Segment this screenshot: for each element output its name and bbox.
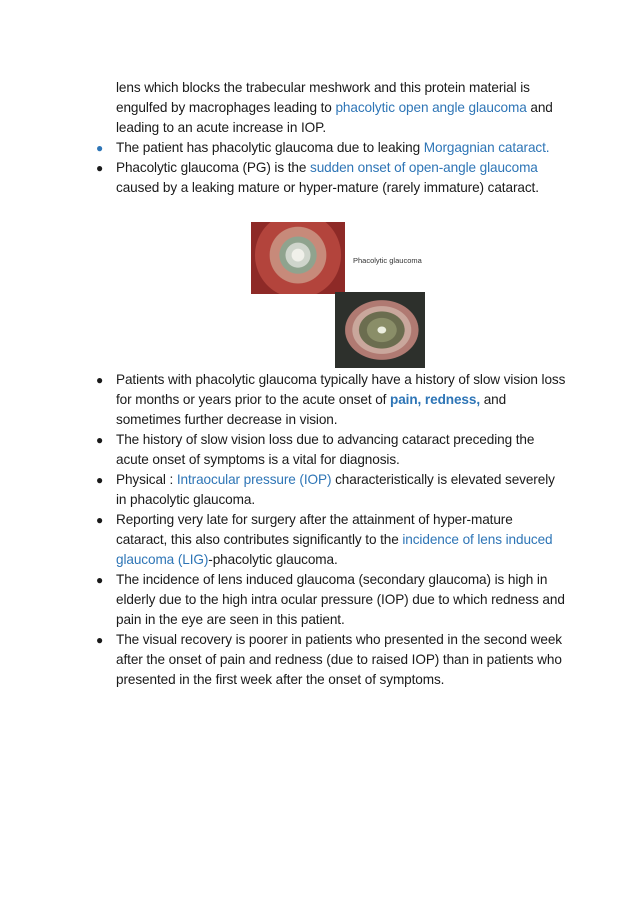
bullet-text: The visual recovery is poorer in patients who presented in the second week after the onset of pain and redness (due to raised IOP) than in patients who presented in the first week after the onset of symptoms.: [116, 632, 562, 687]
figure-caption: Phacolytic glaucoma: [353, 256, 422, 265]
bullet-text: characteristically is elevated severely in phacolytic glaucoma.: [116, 472, 555, 507]
highlight-text: phacolytic open angle glaucoma: [335, 100, 527, 115]
bullet-item: [96, 430, 566, 470]
bullet-text: Patients with phacolytic glaucoma typically have a history of slow vision loss for months or years prior to the acute onset of: [116, 372, 566, 407]
bullet-text: Phacolytic glaucoma (PG) is the: [116, 160, 310, 175]
highlight-text: Morgagnian cataract.: [423, 140, 550, 155]
bullet-icon: ●: [96, 161, 104, 175]
bullet-icon: ●: [96, 473, 104, 487]
highlight-text: Intraocular pressure (IOP): [176, 472, 332, 487]
bullet-item: [96, 370, 566, 430]
bullet-text: Physical :: [116, 472, 177, 487]
bullet-text: -phacolytic glaucoma.: [208, 552, 338, 567]
bullet-item: [96, 158, 566, 198]
bullet-icon: ●: [96, 433, 104, 447]
highlight-text: incidence of lens induced glaucoma (LIG): [116, 532, 553, 567]
eye-figure: [247, 218, 429, 370]
paragraph-text: and leading to an acute increase in IOP.: [116, 100, 553, 135]
bullet-icon: ●: [96, 633, 104, 647]
highlight-text: sudden onset of open-angle glaucoma: [310, 160, 538, 175]
text-block-bottom: [96, 370, 566, 690]
bullet-text: and sometimes further decrease in vision.: [116, 392, 507, 427]
bullet-icon: ●: [96, 573, 104, 587]
eye-photo-1: [251, 222, 345, 294]
bullet-text: Reporting very late for surgery after the attainment of hyper-mature cataract, this also contributes significantly to the: [116, 512, 513, 547]
continued-paragraph: [116, 78, 566, 138]
bullet-item: [96, 630, 566, 690]
highlight-text: pain, redness,: [390, 392, 481, 407]
bullet-text: The patient has phacolytic glaucoma due to leaking: [116, 140, 424, 155]
bullet-item: [96, 470, 566, 510]
paragraph-text: lens which blocks the trabecular meshwork and this protein material is engulfed by macrophages leading to: [116, 80, 530, 115]
eye-photo-2: [335, 292, 425, 368]
bullet-text: caused by a leaking mature or hyper-mature (rarely immature) cataract.: [116, 180, 539, 195]
bullet-icon: ●: [96, 141, 104, 155]
bullet-item: [96, 570, 566, 630]
bullet-icon: ●: [96, 373, 104, 387]
bullet-text: The history of slow vision loss due to advancing cataract preceding the acute onset of symptoms is a vital for diagnosis.: [116, 432, 535, 467]
bullet-item: [96, 510, 566, 570]
bullet-text: The incidence of lens induced glaucoma (secondary glaucoma) is high in elderly due to the high intra ocular pressure (IOP) due to which redness and pain in the eye are seen in this patient.: [116, 572, 565, 627]
text-block-top: [96, 78, 566, 198]
bullet-icon: ●: [96, 513, 104, 527]
bullet-item: [96, 138, 566, 158]
